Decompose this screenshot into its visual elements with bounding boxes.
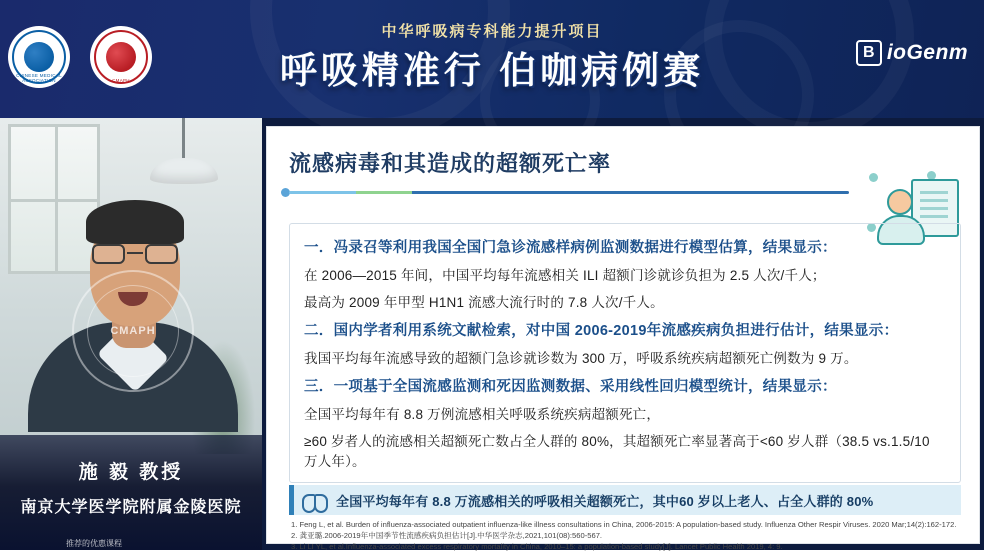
bullet-text-1b: 最高为 2009 年甲型 H1N1 流感大流行时的 7.8 人次/千人。 — [304, 295, 664, 310]
cmaph-emblem-caption: CMAPH — [112, 78, 130, 83]
title-underline — [289, 191, 849, 194]
speaker-video-panel[interactable] — [0, 118, 262, 550]
sponsor-brand — [856, 40, 968, 66]
slide-title: 流感病毒和其造成的超额死亡率 — [289, 151, 612, 176]
bullet-text-1a: 在 2006—2015 年间，中国平均每年流感相关 ILI 超额门诊就诊负担为 2.5 人次/千人； — [304, 268, 826, 283]
bullet-heading-2: 二．国内学者利用系统文献检索，对中国 2006-2019年流感疾病负担进行估计，结果显示： — [304, 323, 899, 339]
reference-item: 2. 龚亚璐.2006-2019年中国季节性流感疾病负担估计[J].中华医学杂志,2021,101(08):560-567. — [291, 531, 603, 540]
slide-body — [289, 223, 961, 483]
speaker-organization: 南京大学医学院附属金陵医院 — [20, 499, 242, 516]
cmaph-watermark-label: CMAPH — [87, 285, 179, 377]
bullet-text-2a: 我国平均每年流感导致的超额门急诊就诊数为 300 万，呼吸系统疾病超额死亡例数为 9 万。 — [304, 351, 858, 366]
bullet-text-3b: ≥60 岁者人的流感相关超额死亡数占全人群的 80%，其超额死亡率显著高于<60 岁人群（38.5 vs.1.5/10 万人年）。 — [304, 434, 930, 469]
slide-summary-bar — [289, 485, 961, 515]
slide-area — [266, 126, 980, 551]
slide-references — [291, 519, 967, 552]
brand-mark-icon: B — [856, 40, 882, 66]
cma-emblem-caption: CHINESE MEDICAL ASSOCIATION — [16, 73, 62, 83]
bullet-heading-3: 三．一项基于全国流感监测和死因监测数据、采用线性回归模型统计，结果显示： — [304, 379, 837, 395]
slide-summary-text: 全国平均每年有 8.8 万流感相关的呼吸相关超额死亡，其中60 岁以上老人、占全人群的 80% — [336, 493, 874, 509]
glasses-icon — [92, 244, 178, 264]
banner-title: 呼吸精准行 伯咖病例赛 — [279, 50, 705, 91]
banner-subtitle: 中华呼吸病专科能力提升项目 — [381, 23, 603, 40]
reference-item: 1. Feng L, et al. Burden of influenza-associated outpatient influenza-like illness consultations in China, 2006-2015: A population-based study. Influenza Other Respir Viruses. 2020 Mar;14(2):162-172. — [291, 520, 957, 529]
lamp-rod-decor — [182, 118, 185, 162]
brand-name: ioGenm — [886, 41, 968, 64]
cmaph-watermark — [72, 270, 194, 392]
bullet-text-3a: 全国平均每年有 8.8 万例流感相关呼吸系统疾病超额死亡， — [304, 407, 661, 422]
header-banner — [0, 0, 984, 118]
bullet-heading-1: 一．冯录召等利用我国全国门急诊流感样病例监测数据进行模型估算，结果显示： — [304, 240, 837, 256]
speaker-name: 施 毅 教授 — [78, 462, 184, 483]
video-corner-tag: 推荐的优惠课程 — [66, 539, 122, 548]
speaker-name-plate — [0, 435, 262, 550]
reference-item: 3. Li LI YL, et al.Influenza-associated excess respiratory mortality in China, 2010–15: a population-based study[J]. Lancet Public Health 2019, 4: 9. — [291, 542, 783, 551]
lungs-icon — [302, 490, 328, 510]
